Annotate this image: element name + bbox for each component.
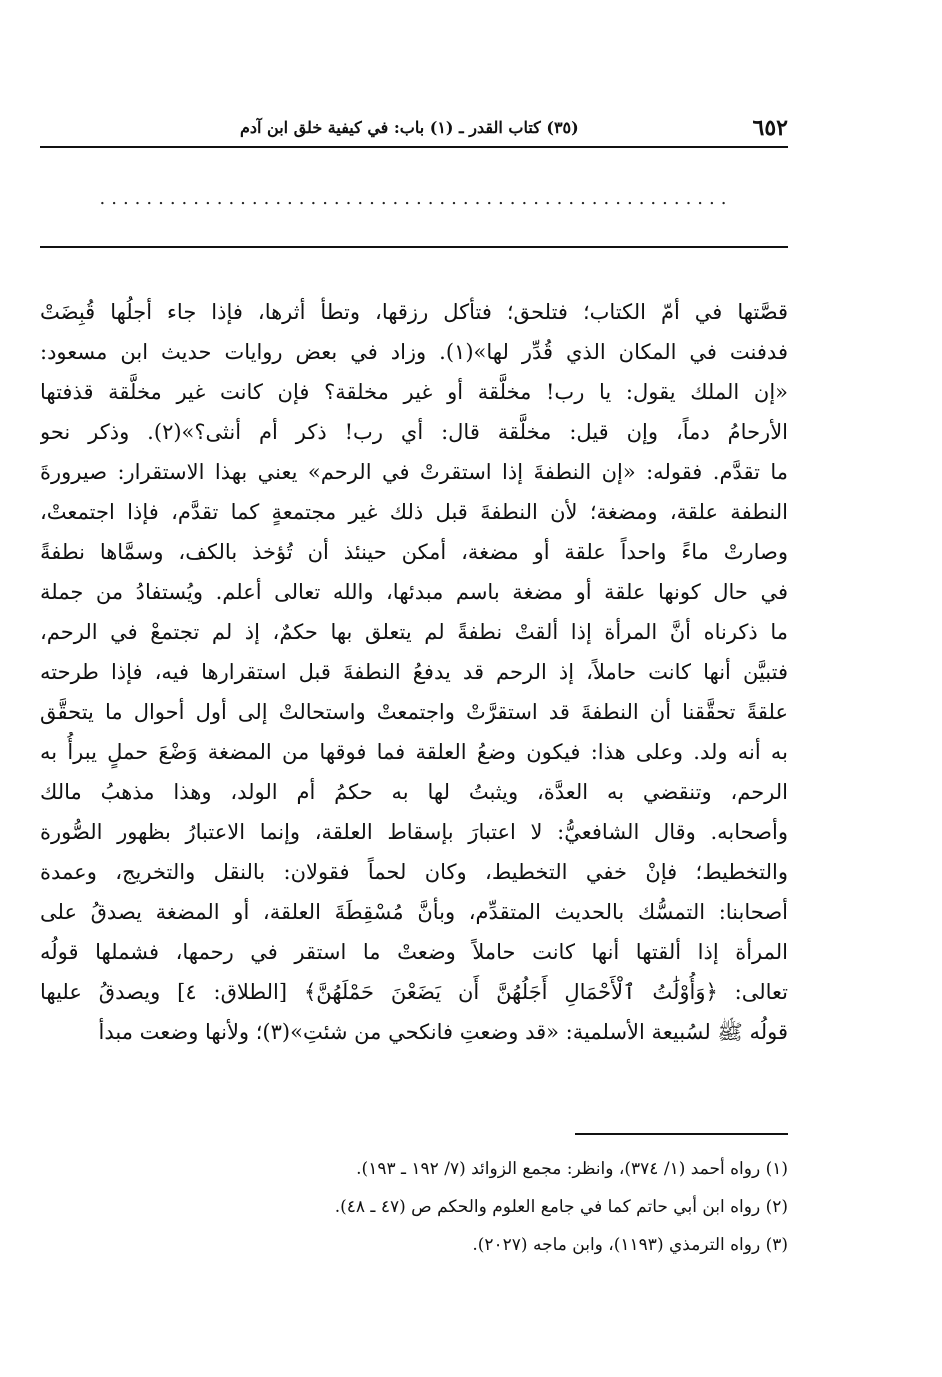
footnote: (٣) رواه الترمذي (١١٩٣)، وابن ماجه (٢٠٢٧). — [472, 1235, 788, 1255]
footnote-rule — [575, 1133, 788, 1135]
page-header — [40, 113, 788, 143]
section-rule — [40, 246, 788, 248]
header-rule — [40, 146, 788, 148]
ellipsis-separator: ...................................................... — [99, 188, 733, 209]
body-line: المرأة إذا ألقتها أنها كانت حاملاً وضعتْ ما استقر في رحمها، فشملها قولُه — [40, 940, 788, 964]
body-line: وصارتْ ماءً واحداً علقة أو مضغة، أمكن حينئذ أن تُؤخذ بالكف، وسمَّاها نطفةً — [40, 540, 788, 564]
body-line: به أنه ولد. وعلى هذا: فيكون وضعُ العلقة فما فوقها من المضغة وَضْعَ حملٍ يبرأُ به — [40, 740, 788, 764]
body-line: الأرحامُ دماً، وإن قيل: مخلَّقة قال: أي رب! ذكر أم أنثى؟»(٢). وذكر نحو — [40, 420, 788, 444]
body-line: النطفة علقة، ومضغة؛ لأن النطفةَ قبل ذلك غير مجتمعةٍ كما تقدَّم، فإذا اجتمعتْ، — [40, 500, 788, 524]
body-line: فدفنت في المكان الذي قُدِّر لها»(١). وزاد في بعض روايات حديث ابن مسعود: — [40, 340, 788, 364]
body-line: تعالى: ﴿وَأُوْلَٰتُ ٱلْأَحْمَالِ أَجَلُهُنَّ أَن يَضَعْنَ حَمْلَهُنَّ﴾ [الطلاق: ٤] ويصدقُ عليها — [40, 980, 788, 1004]
body-line: علقةً تحقَّقنا أن النطفةَ قد استقرَّتْ واجتمعتْ واستحالتْ إلى أول أحوال ما يتحقَّق — [40, 700, 788, 724]
body-line: قولُه ﷺ لسُبيعة الأسلمية: «قد وضعتِ فانكحي من شئتِ»(٣)؛ ولأنها وضعت مبدأ — [98, 1020, 788, 1044]
footnote: (١) رواه أحمد (١/ ٣٧٤)، وانظر: مجمع الزوائد (٧/ ١٩٢ ـ ١٩٣). — [356, 1159, 788, 1179]
body-line: ما تقدَّم. فقوله: «إن النطفةَ إذا استقرتْ في الرحم» يعني بهذا الاستقرار: صيرورةَ — [40, 460, 788, 484]
body-line: وأصحابه. وقال الشافعيُّ: لا اعتبارَ بإسقاط العلقة، وإنما الاعتبارُ بظهور الصُّورة — [40, 820, 788, 844]
footnotes — [180, 1150, 788, 1264]
body-text — [40, 292, 788, 1052]
footnote: (٢) رواه ابن أبي حاتم كما في جامع العلوم والحكم ص (٤٧ ـ ٤٨). — [334, 1197, 788, 1217]
body-line: ما ذكرناه أنَّ المرأة إذا ألقتْ نطفةً لم يتعلق بها حكمٌ، إذ لم تجتمعْ في الرحم، — [40, 620, 788, 644]
page-number: ٦٥٢ — [752, 115, 788, 141]
body-line: فتبيَّن أنها كانت حاملاً، إذ الرحم قد يدفعُ النطفةَ قبل استقرارها فيه، فإذا طرحته — [40, 660, 788, 684]
body-line: في حال كونها علقة أو مضغة باسم مبدئها، والله تعالى أعلم. ويُستفادُ من جملة — [40, 580, 788, 604]
body-line: أصحابنا: التمسُّك بالحديث المتقدِّم، وبأنَّ مُسْقِطَةَ العلقة، أو المضغة يصدقُ على — [40, 900, 788, 924]
body-line: الرحم، وتنقضي به العدَّة، ويثبتُ لها به حكمُ أم الولد، وهذا مذهبُ مالك — [40, 780, 788, 804]
running-title: (٣٥) كتاب القدر ـ (١) باب: في كيفية خلق ابن آدم — [240, 118, 579, 137]
body-line: «إن الملك يقول: يا رب! مخلَّقة أو غير مخلقة؟ فإن كانت غير مخلَّقة قذفتها — [40, 380, 788, 404]
body-line: والتخطيط؛ فإنْ خفي التخطيط، وكان لحماً فقولان: بالنقل والتخريج، وعمدة — [40, 860, 788, 884]
body-line: قصَّتها في أمّ الكتاب؛ فتلحق؛ فتأكل رزقها، وتطأ أثرها، فإذا جاء أجلُها قُبِضَتْ — [40, 300, 788, 324]
